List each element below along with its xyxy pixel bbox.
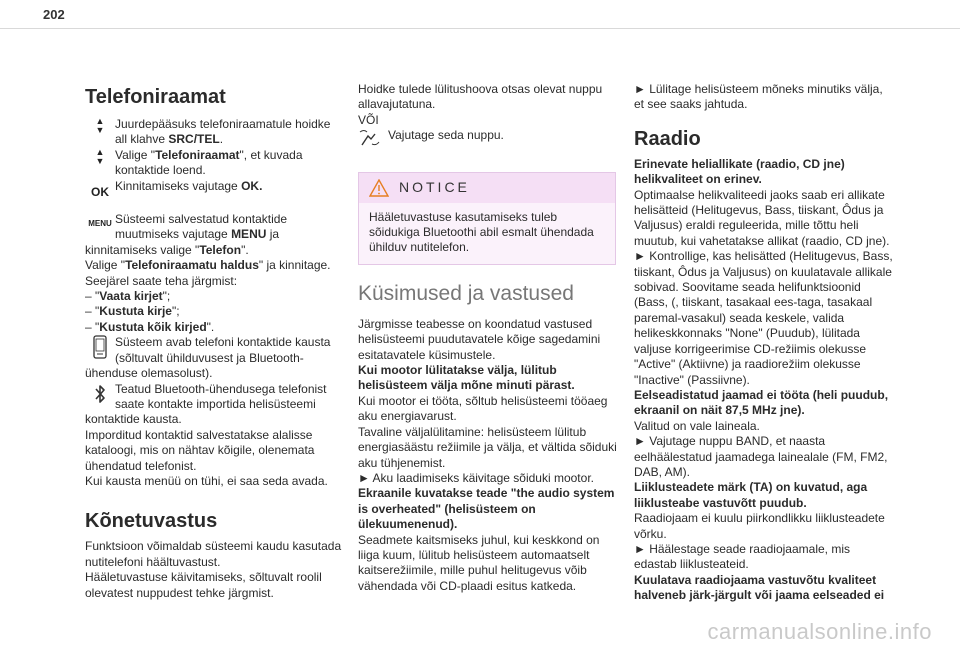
faq-answer-1c: ► Aku laadimiseks käivitage sõiduki mootor. bbox=[358, 470, 594, 485]
page-number: 202 bbox=[43, 7, 65, 22]
voice-activation: Hääletuvastuse käivitamiseks, sõltuvalt roolil olevatest nuppudest tehke järgmist. bbox=[85, 570, 322, 600]
heading-radio: Raadio bbox=[634, 127, 701, 150]
cooldown-instruction: ► Lülitage helisüsteem mõneks minutiks välja, et see saaks jahtuda. bbox=[634, 82, 883, 112]
heading-faq: Küsimused ja vastused bbox=[358, 281, 574, 305]
up-down-arrows-icon: ▲ ▼ bbox=[95, 116, 105, 135]
column-1 bbox=[85, 80, 345, 601]
radio-question-3: Liiklusteadete märk (TA) on kuvatud, aga liiklusteabe vastuvõtt puudub. bbox=[634, 480, 868, 510]
notice-header bbox=[359, 173, 615, 203]
faq-intro: Järgmisse teabesse on koondatud vastused helisüsteemi puudutavatele kõige sagedamini esitatavatele küsimustele. bbox=[358, 316, 601, 362]
faq-answer-2: Seadmete kaitsmiseks juhul, kui keskkond on liiga kuum, lülitub helisüsteem automaatselt kaitserežiimile, mille puhul helitugevus võib vähendada või CD-plaadi esitus katkeda. bbox=[358, 532, 600, 593]
menu-line-4: Seejärel saate teha järgmist: bbox=[85, 273, 238, 288]
radio-answer-1b: ► Kontrollige, kas helisätted (Helitugevus, Bass, tiiskant, Ôdus ja Valjusus) on kuulatavale allikale sobivad. Soovitame seada helifunktsioonid (Bass, (, tiiskant, tasakaal ees-taga, tasakaal paremal-vasakul) seada keskele, valida helikeskkonnaks "None" (Puudub), lülitada valjuse korrigeerimise CD-režiimis olekusse "Active" (Aktiivne) ja raadiorežiim olekusse "Inactive" (Passiivne). bbox=[634, 249, 893, 387]
heading-phonebook: Telefoniraamat bbox=[85, 86, 226, 108]
up-down-arrows-icon: ▲ ▼ bbox=[95, 146, 105, 166]
radio-question-1: Erinevate heliallikate (raadio, CD jne) helikvaliteet on erinev. bbox=[634, 156, 845, 187]
menu-instruction: MENU Süsteemi salvestatud kontaktide muutmiseks vajutage MENU ja bbox=[85, 212, 345, 243]
header-divider bbox=[0, 28, 960, 29]
menu-line-2: kinnitamiseks valige "Telefon". bbox=[85, 242, 249, 257]
notice-title: NOTICE bbox=[399, 178, 470, 195]
nav-instruction-2: ▲ ▼ Valige "Telefoniraamat", et kuvada kontaktide loend. bbox=[85, 148, 345, 179]
watermark: carmanualsonline.info bbox=[707, 618, 932, 644]
imported-contacts-text: Imporditud kontaktid salvestatakse alalisse kataloogi, mis on nähtav kõigile, olenemata ühendatud telefonist. bbox=[85, 427, 315, 473]
bluetooth-icon bbox=[85, 382, 115, 411]
option-1: – "Vaata kirjet"; bbox=[85, 289, 171, 304]
notice-box bbox=[358, 172, 616, 265]
radio-answer-1: Optimaalse helikvaliteedi jaoks saab eri allikate helisätteid (Helitugevus, Bass, tiiskant, Ôdus ja Valjusus) eraldi reguleerida, mille tõttu heli muutub, kui vahetatakse allikat (raadio, CD jne). bbox=[634, 187, 890, 248]
nav-instruction-1: ▲ ▼ Juurdepääsuks telefoniraamatule hoidke all klahve SRC/TEL. bbox=[85, 117, 345, 148]
bluetooth-note: Teatud Bluetooth-ühendusega telefonist saate kontakte importida helisüsteemi bbox=[85, 382, 345, 413]
phone-icon bbox=[85, 335, 115, 364]
touch-button-icon bbox=[358, 128, 388, 155]
menu-button-icon: MENU bbox=[88, 219, 112, 229]
faq-answer-1b: Tavaline väljalülitamine: helisüsteem lülitub energiasäästu režiimile ja välja, et vältida sõiduki aku tühjenemist. bbox=[358, 424, 617, 470]
faq-question-1: Kui mootor lülitatakse välja, lülitub helisüsteem välja mõne minuti pärast. bbox=[358, 363, 575, 393]
radio-question-2: Eelseadistatud jaamad ei tööta (heli puudub, ekraanil on näit 87,5 MHz jne). bbox=[634, 387, 889, 418]
bluetooth-note-end: kontaktide kausta. bbox=[85, 412, 182, 427]
radio-question-4: Kuulatava raadiojaama vastuvõtu kvaliteet halveneb järk-järgult või jaama eelseaded ei bbox=[634, 572, 885, 603]
empty-folder-text: Kui kausta menüü on tühi, ei saa seda avada. bbox=[85, 473, 328, 488]
notice-body: Hääletuvastuse kasutamiseks tuleb sõidukiga Bluetoothi abil esmalt ühendada ühilduv nutitelefon. bbox=[369, 209, 594, 255]
menu-line-3: Valige "Telefoniraamatu haldus" ja kinnitage. bbox=[85, 258, 331, 273]
touch-instruction: Vajutage seda nuppu. bbox=[358, 128, 618, 155]
radio-answer-2: Valitud on vale laineala. bbox=[634, 418, 760, 433]
column-3 bbox=[634, 82, 894, 604]
column-2 bbox=[358, 82, 618, 594]
option-3: – "Kustuta kõik kirjed". bbox=[85, 319, 215, 334]
ok-button-icon: OK bbox=[91, 184, 109, 199]
phone-contacts-note-end: ühenduse olemasolust). bbox=[85, 366, 213, 381]
radio-answer-3: Raadiojaam ei kuulu piirkondlikku liiklusteadete võrku. bbox=[634, 511, 885, 541]
warning-icon bbox=[369, 179, 389, 197]
ok-instruction: OK Kinnitamiseks vajutage OK. bbox=[85, 179, 345, 200]
faq-question-2: Ekraanile kuvatakse teade "the audio system is overheated" (helisüsteem on ülekuumenenud). bbox=[358, 486, 615, 532]
lever-instruction: Hoidke tulede lülitushoova otsas olevat nuppu allavajutatuna. bbox=[358, 82, 603, 112]
or-text: VÕI bbox=[358, 112, 379, 127]
option-2: – "Kustuta kirje"; bbox=[85, 304, 180, 319]
voice-intro: Funktsioon võimaldab süsteemi kaudu kasutada nutitelefoni häältuvastust. bbox=[85, 539, 342, 569]
heading-voice-recognition: Kõnetuvastus bbox=[85, 510, 218, 533]
radio-answer-2b: ► Vajutage nuppu BAND, et naasta eelhäälestatud jaamadega lainealale (FM, FM2, DAB, AM). bbox=[634, 434, 888, 479]
radio-answer-3b: ► Häälestage seade raadiojaamale, mis edastab liiklusteateid. bbox=[634, 541, 850, 572]
phone-contacts-note: Süsteem avab telefoni kontaktide kausta (sõltuvalt ühilduvusest ja Bluetooth- bbox=[85, 335, 345, 366]
faq-answer-1: Kui mootor ei tööta, sõltub helisüsteemi tööaeg aku energiavarust. bbox=[358, 393, 608, 424]
